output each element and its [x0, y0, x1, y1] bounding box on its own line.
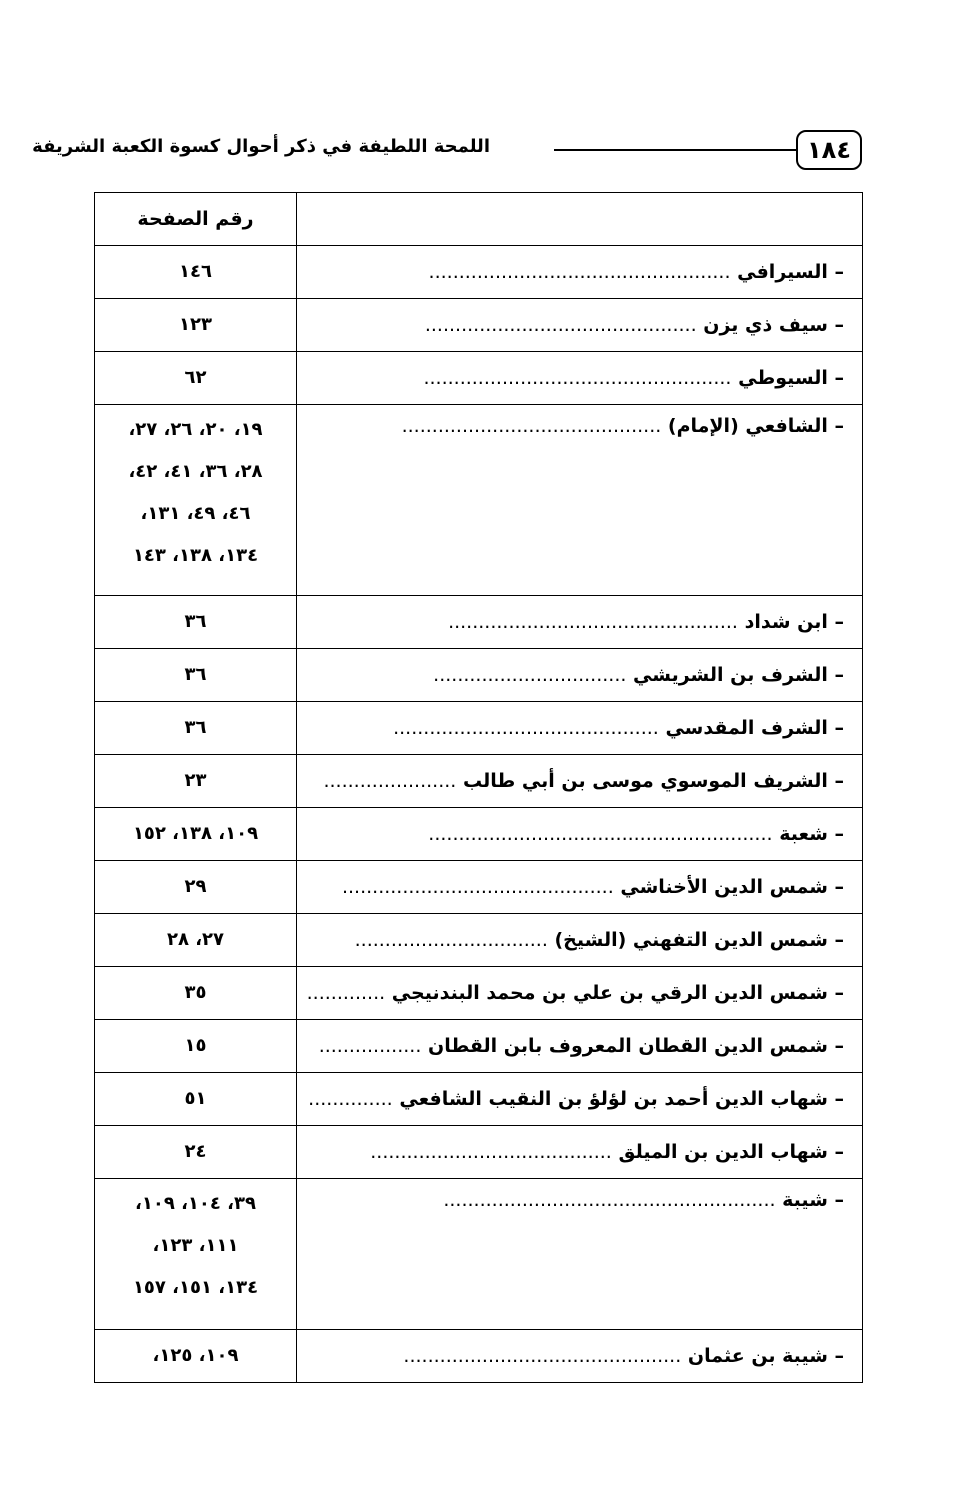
entry-cell [297, 702, 863, 755]
page-numbers-cell [95, 1179, 297, 1330]
page-number: ١٨٤ [796, 130, 862, 170]
page-numbers: ١٠٩، ١٣٨، ١٥٢ [132, 823, 259, 844]
table-row [95, 299, 863, 352]
entry-cell [297, 914, 863, 967]
leader-dots: ............................................. [424, 314, 697, 336]
entry-cell [297, 967, 863, 1020]
page-numbers-cell [95, 755, 297, 808]
entry-cell [297, 861, 863, 914]
entry-name: – شمس الدين القطان المعروف بابن القطان [428, 1035, 844, 1057]
page-numbers: ١٣٤، ١٥١، ١٥٧ [132, 1277, 259, 1298]
page-numbers-cell [95, 808, 297, 861]
page-numbers: ٣٦ [184, 664, 207, 685]
page-numbers: ٢٣ [184, 770, 207, 791]
index-table [94, 192, 863, 1383]
table-row [95, 1330, 863, 1383]
entry-name: – شيبة بن عثمان [687, 1345, 844, 1367]
table-row [95, 246, 863, 299]
page-header [32, 130, 862, 172]
table-row [95, 596, 863, 649]
entry-cell [297, 1020, 863, 1073]
page-numbers-cell [95, 1073, 297, 1126]
entry-cell [297, 1126, 863, 1179]
page-numbers: ١٤٦ [179, 261, 212, 282]
entry-cell [297, 755, 863, 808]
table-row [95, 352, 863, 405]
leader-dots: ............................................ [393, 717, 659, 739]
entry-name: – الشافعي (الإمام) [667, 415, 844, 437]
entry-cell [297, 1330, 863, 1383]
table-row [95, 808, 863, 861]
entry-name: – شمس الدين التفهني (الشيخ) [554, 929, 844, 951]
page-numbers: ١٢٣ [179, 314, 212, 335]
leader-dots: ......................................................... [428, 823, 773, 845]
header-rule [554, 149, 796, 151]
entry-name: – شمس الدين الرقي بن علي بن محمد البندنيجي [391, 982, 844, 1004]
page-numbers-cell [95, 596, 297, 649]
page-numbers-cell [95, 649, 297, 702]
page-numbers: ١٥ [184, 1035, 207, 1056]
entry-name: – شعبة [779, 823, 844, 845]
leader-dots: ........................................... [401, 415, 662, 437]
page-numbers-cell [95, 299, 297, 352]
entry-cell [297, 246, 863, 299]
entry-name: – شهاب الدين بن الميلق [618, 1141, 844, 1163]
page-numbers-cell [95, 246, 297, 299]
leader-dots: ................................ [354, 929, 548, 951]
leader-dots: ................................ [433, 664, 627, 686]
entry-cell [297, 596, 863, 649]
table-row [95, 702, 863, 755]
entry-name: – شيبة [782, 1189, 844, 1211]
table-row [95, 914, 863, 967]
page-numbers: ٣٩، ١٠٤، ١٠٩، [135, 1193, 256, 1214]
page-numbers-cell [95, 861, 297, 914]
leader-dots: ................. [318, 1035, 422, 1057]
page-numbers-cell [95, 1330, 297, 1383]
entry-cell [297, 352, 863, 405]
page-numbers-cell [95, 702, 297, 755]
page-numbers-cell [95, 914, 297, 967]
leader-dots: ............. [306, 982, 386, 1004]
entry-cell [297, 808, 863, 861]
entry-name: – الشريف الموسوي موسى بن أبي طالب [462, 770, 844, 792]
table-row [95, 649, 863, 702]
page-numbers: ٢٩ [184, 876, 207, 897]
page-numbers: ١١١، ١٢٣، [152, 1235, 239, 1256]
leader-dots: ....................................................... [443, 1189, 776, 1211]
entry-cell [297, 405, 863, 596]
page-numbers: ٢٤ [184, 1141, 207, 1162]
book-title: اللمحة اللطيفة في ذكر أحوال كسوة الكعبة الشريفة [32, 136, 490, 157]
leader-dots: .............................................. [403, 1345, 682, 1367]
page-numbers-cell [95, 967, 297, 1020]
column-header-name [297, 193, 863, 246]
column-header-pages: رقم الصفحة [95, 193, 297, 246]
entry-name: – سيف ذي يزن [703, 314, 844, 336]
entry-cell [297, 1073, 863, 1126]
table-row [95, 1179, 863, 1330]
entry-cell [297, 649, 863, 702]
table-row [95, 755, 863, 808]
page-numbers: ١٩، ٢٠، ٢٦، ٢٧، [128, 419, 263, 440]
page-numbers-cell [95, 352, 297, 405]
entry-name: – ابن شداد [744, 611, 844, 633]
page-numbers: ٣٥ [184, 982, 207, 1003]
page-numbers-cell [95, 405, 297, 596]
table-row [95, 861, 863, 914]
leader-dots: ...................... [323, 770, 457, 792]
entry-name: – السيرافي [737, 261, 844, 283]
leader-dots: ............................................. [341, 876, 614, 898]
page-numbers: ٤٦، ٤٩، ١٣١، [140, 503, 251, 524]
page-numbers: ٢٨، ٣٦، ٤١، ٤٢، [128, 461, 263, 482]
entry-name: – الشرف بن الشريشي [633, 664, 844, 686]
page-numbers: ٣٦ [184, 611, 207, 632]
table-row [95, 405, 863, 596]
page-numbers: ١٣٤، ١٣٨، ١٤٣ [132, 545, 259, 566]
entry-name: – شمس الدين الأخناشي [620, 876, 844, 898]
page-numbers-cell [95, 1020, 297, 1073]
page-numbers: ٦٢ [184, 367, 207, 388]
page-numbers: ٥١ [184, 1088, 207, 1109]
page-numbers-cell [95, 1126, 297, 1179]
leader-dots: .................................................. [428, 261, 731, 283]
entry-name: – الشرف المقدسي [665, 717, 844, 739]
entry-cell [297, 299, 863, 352]
table-row [95, 967, 863, 1020]
table-row [95, 1020, 863, 1073]
page-numbers: ١٠٩، ١٢٥، [152, 1345, 239, 1366]
leader-dots: ................................................... [423, 367, 732, 389]
leader-dots: ................................................ [448, 611, 738, 633]
page-numbers: ٢٧، ٢٨ [166, 929, 225, 950]
index-rows [95, 246, 863, 1383]
page-numbers: ٣٦ [184, 717, 207, 738]
table-row [95, 1073, 863, 1126]
entry-cell [297, 1179, 863, 1330]
entry-name: – السيوطي [738, 367, 844, 389]
entry-name: – شهاب الدين أحمد بن لؤلؤ بن النقيب الشافعي [399, 1088, 844, 1110]
leader-dots: ........................................ [370, 1141, 612, 1163]
leader-dots: .............. [308, 1088, 393, 1110]
table-row [95, 1126, 863, 1179]
